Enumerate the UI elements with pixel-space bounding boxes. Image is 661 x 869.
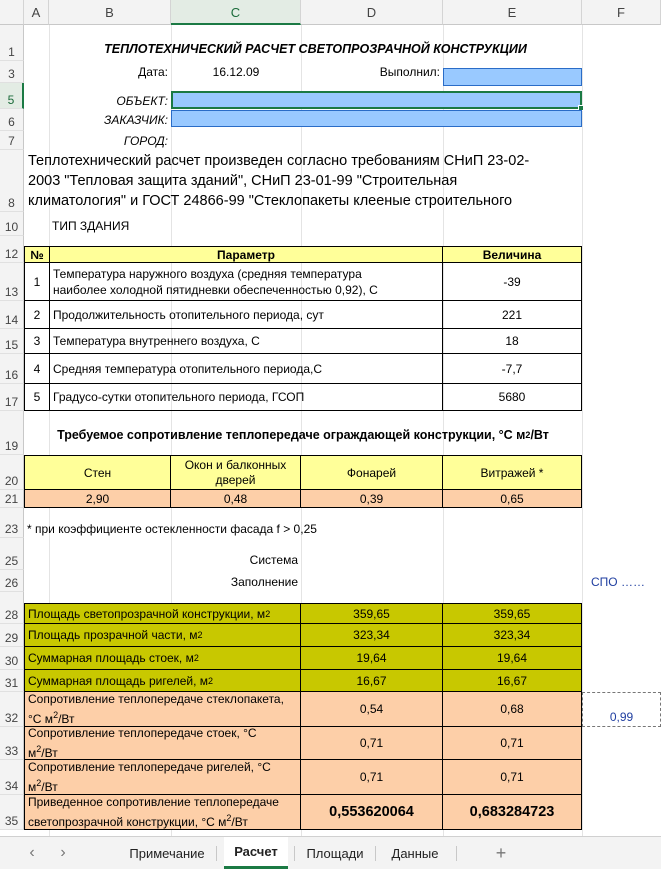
area-value-e: 359,65 — [443, 604, 582, 624]
table1-num: 1 — [25, 263, 50, 301]
reduced-resistance-e: 0,683284723 — [443, 795, 582, 830]
tab-divider — [294, 846, 295, 861]
reduced-resistance-d: 0,553620064 — [301, 795, 443, 830]
f32-value[interactable]: 0,99 — [582, 692, 661, 727]
table1-value: -39 — [443, 263, 582, 301]
area-value-e: 16,67 — [443, 670, 582, 692]
row-header[interactable]: 12 — [0, 236, 24, 263]
tab-areas[interactable]: Площади — [306, 845, 364, 861]
param-line: Температура наружного воздуха (средняя температура — [53, 266, 362, 281]
tab-divider — [456, 846, 457, 861]
row-header[interactable]: 13 — [0, 263, 24, 301]
tab-notes[interactable]: Примечание — [129, 845, 205, 861]
area-label: Площадь светопрозрачной конструкции, м 2 — [25, 604, 301, 624]
value-windows[interactable]: 0,48 — [171, 490, 301, 508]
table1-param: Градусо-сутки отопительного периода, ГСОП — [50, 384, 443, 411]
table1-num: 3 — [25, 329, 50, 354]
author-input[interactable] — [443, 68, 582, 86]
table1-header-param: Параметр — [50, 247, 443, 263]
area-value-e: 19,64 — [443, 647, 582, 670]
sheet-title: ТЕПЛОТЕХНИЧЕСКИЙ РАСЧЕТ СВЕТОПРОЗРАЧНОЙ КОНСТРУКЦИИ — [104, 42, 527, 56]
table1-value: 221 — [443, 301, 582, 329]
value-skylights[interactable]: 0,39 — [301, 490, 443, 508]
date-value[interactable]: 16.12.09 — [212, 65, 260, 79]
table1-header-num: № — [25, 247, 50, 263]
column-header-e[interactable]: E — [443, 0, 582, 25]
header-stained-glass: Витражей * — [443, 456, 582, 490]
table1-header-value: Величина — [443, 247, 582, 263]
row-header[interactable]: 7 — [0, 131, 24, 150]
row-header[interactable]: 23 — [0, 508, 24, 538]
column-header-a[interactable]: A — [24, 0, 49, 25]
resist-value-d: 0,71 — [301, 760, 443, 795]
row-header[interactable]: 17 — [0, 384, 24, 411]
select-all-corner[interactable] — [0, 0, 24, 25]
header-skylights: Фонарей — [301, 456, 443, 490]
row-header[interactable]: 26 — [0, 570, 24, 592]
intro-line: климатология" и ГОСТ 24866-99 "Стеклопакеты клееные строительного — [28, 193, 513, 209]
column-header-d[interactable]: D — [301, 0, 443, 25]
area-label: Суммарная площадь стоек, м 2 — [25, 647, 301, 670]
area-label: Суммарная площадь ригелей, м 2 — [25, 670, 301, 692]
date-label: Дата: — [138, 65, 168, 79]
intro-text — [28, 151, 582, 212]
area-label: Площадь прозрачной части, м 2 — [25, 624, 301, 647]
object-label: ОБЪЕКТ: — [116, 93, 168, 108]
resist-value-e: 0,71 — [443, 760, 582, 795]
row-header[interactable]: 14 — [0, 301, 24, 329]
row-header[interactable]: 19 — [0, 411, 24, 455]
row-header[interactable]: 25 — [0, 538, 24, 570]
area-value-d: 19,64 — [301, 647, 443, 670]
row-header[interactable]: 3 — [0, 61, 24, 83]
sheet-tab-bar — [0, 836, 661, 869]
row-header[interactable]: 8 — [0, 150, 24, 212]
table1-num: 5 — [25, 384, 50, 411]
author-label: Выполнил: — [379, 65, 440, 79]
column-header-b[interactable]: B — [49, 0, 171, 25]
header-windows: Окон и балконных дверей — [171, 456, 301, 490]
footnote: * при коэффициенте остекленности фасада f > 0,25 — [27, 522, 317, 536]
table1-param: Температура внутреннего воздуха, С — [50, 329, 443, 354]
resist-value-d: 0,54 — [301, 692, 443, 727]
table1-param — [50, 263, 443, 301]
row-header[interactable]: 30 — [0, 647, 24, 670]
area-value-d: 323,34 — [301, 624, 443, 647]
reduced-resistance-label: Приведенное сопротивление теплопередаче светопрозрачной конструкции, °С $м^2/Вт$ — [25, 795, 301, 830]
city-label: ГОРОД: — [123, 133, 168, 148]
column-header-f[interactable]: F — [582, 0, 661, 25]
table1-value: -7,7 — [443, 354, 582, 384]
area-value-e: 323,34 — [443, 624, 582, 647]
resist-label: Сопротивление теплопередаче стеклопакета, °С $м^2/Вт$ — [25, 692, 301, 727]
customer-input[interactable] — [171, 110, 582, 127]
param-line: наиболее холодной пятидневки обеспеченностью 0,92), С — [53, 282, 378, 297]
row-header[interactable]: 21 — [0, 490, 24, 508]
row-header[interactable]: 34 — [0, 760, 24, 795]
intro-line: 2003 "Тепловая защита зданий", СНиП 23-01-99 "Строительная — [28, 173, 458, 189]
row-header[interactable]: 1 — [0, 25, 24, 61]
table1-num: 2 — [25, 301, 50, 329]
next-sheet-button[interactable]: › — [60, 844, 66, 861]
tab-data[interactable]: Данные — [391, 845, 439, 861]
table1-param: Средняя температура отопительного периода,С — [50, 354, 443, 384]
row-header[interactable]: 10 — [0, 212, 24, 236]
row-header[interactable]: 31 — [0, 670, 24, 692]
resist-label: Сопротивление теплопередаче стоек, °С $м^2/Вт$ — [25, 727, 301, 760]
row-header[interactable]: 35 — [0, 795, 24, 830]
resist-value-e: 0,71 — [443, 727, 582, 760]
table1-value: 18 — [443, 329, 582, 354]
row-header[interactable]: 15 — [0, 329, 24, 354]
row-header[interactable]: 6 — [0, 109, 24, 131]
table1-param: Продолжительность отопительного периода, сут — [50, 301, 443, 329]
column-header-c[interactable]: C — [171, 0, 301, 25]
row-header[interactable]: 32 — [0, 692, 24, 727]
row-header[interactable]: 29 — [0, 624, 24, 647]
resist-value-d: 0,71 — [301, 727, 443, 760]
row-header[interactable]: 16 — [0, 354, 24, 384]
prev-sheet-button[interactable]: ‹ — [29, 844, 35, 861]
row-header[interactable]: 5 — [0, 83, 24, 109]
value-walls[interactable]: 2,90 — [25, 490, 171, 508]
resist-value-e: 0,68 — [443, 692, 582, 727]
object-input[interactable] — [171, 91, 582, 109]
required-resistance-title: Требуемое сопротивление теплопередаче ограждающей конструкции, °С м 2 /Вт — [57, 428, 549, 442]
filling-label: Заполнение — [230, 575, 298, 589]
area-value-d: 16,67 — [301, 670, 443, 692]
intro-line: Теплотехнический расчет произведен согласно требованиям СНиП 23-02- — [28, 153, 530, 169]
resist-label: Сопротивление теплопередаче ригелей, °С $м^2/Вт$ — [25, 760, 301, 795]
system-label: Система — [249, 553, 298, 567]
row-header[interactable]: 20 — [0, 455, 24, 490]
building-type-label: ТИП ЗДАНИЯ — [52, 219, 130, 233]
spo-label: СПО …… — [591, 575, 645, 589]
area-value-d: 359,65 — [301, 604, 443, 624]
tab-divider — [216, 846, 217, 861]
table1-value: 5680 — [443, 384, 582, 411]
customer-label: ЗАКАЗЧИК: — [104, 112, 168, 127]
tab-divider — [375, 846, 376, 861]
row-header[interactable]: 28 — [0, 592, 24, 624]
table1-num: 4 — [25, 354, 50, 384]
header-walls: Стен — [25, 456, 171, 490]
row-header[interactable]: 33 — [0, 727, 24, 760]
value-stained-glass[interactable]: 0,65 — [443, 490, 582, 508]
tab-calculation[interactable]: Расчет — [224, 837, 288, 869]
add-sheet-icon[interactable]: + — [495, 842, 507, 863]
